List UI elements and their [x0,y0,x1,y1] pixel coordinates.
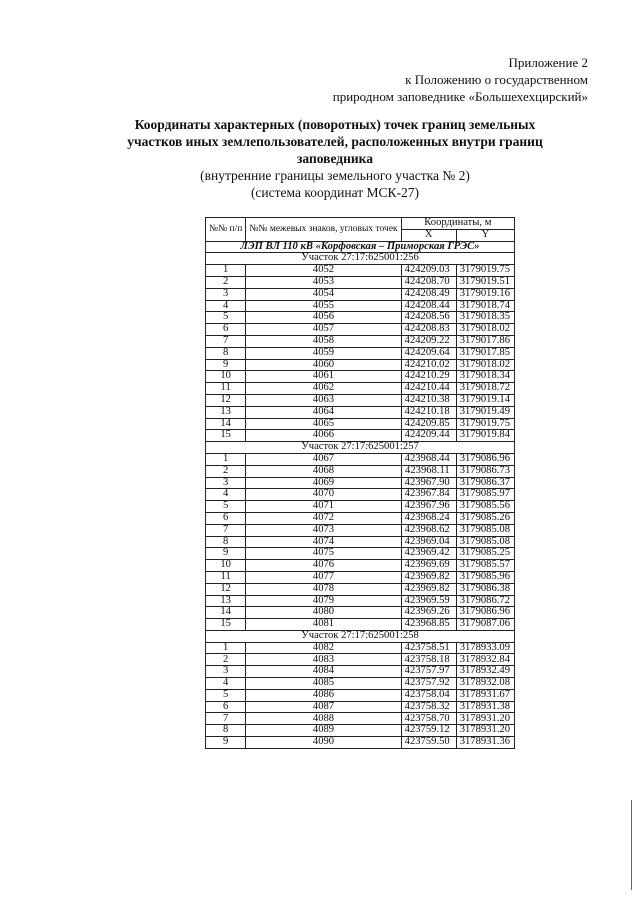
boundary-sign: 4076 [246,560,401,572]
coord-y: 3179019.75 [456,418,514,430]
boundary-sign: 4079 [246,595,401,607]
row-number: 2 [206,465,246,477]
row-number: 8 [206,536,246,548]
coord-y: 3179085.08 [456,536,514,548]
coord-y: 3179018.34 [456,371,514,383]
coord-x: 423969.59 [401,595,456,607]
boundary-sign: 4064 [246,406,401,418]
boundary-sign: 4068 [246,465,401,477]
coord-y: 3179017.86 [456,335,514,347]
boundary-sign: 4073 [246,524,401,536]
coord-x: 423758.18 [401,654,456,666]
table-row [206,300,515,312]
table-row [206,678,515,690]
coord-y: 3179086.73 [456,465,514,477]
row-number: 15 [206,430,246,442]
coord-x: 423969.69 [401,560,456,572]
coord-x: 423967.84 [401,489,456,501]
row-number: 8 [206,347,246,359]
header-coordinates: Координаты, м [401,218,514,230]
coord-x: 424208.70 [401,276,456,288]
coord-y: 3179085.96 [456,571,514,583]
row-number: 10 [206,560,246,572]
table-row [206,288,515,300]
table-row [206,654,515,666]
row-number: 15 [206,619,246,631]
table-row [206,347,515,359]
row-number: 4 [206,678,246,690]
table-row [206,619,515,631]
title-line-4: (внутренние границы земельного участка № 2) [200,168,470,183]
coord-y: 3179086.96 [456,607,514,619]
appendix-line-3: природном заповеднике «Большехехцирский» [332,89,588,104]
row-number: 5 [206,501,246,513]
row-number: 12 [206,394,246,406]
coord-x: 423968.24 [401,512,456,524]
row-number: 3 [206,477,246,489]
row-number: 3 [206,288,246,300]
coord-x: 423758.51 [401,642,456,654]
coord-x: 423759.50 [401,737,456,749]
coord-y: 3179019.16 [456,288,514,300]
coord-x: 424209.64 [401,347,456,359]
boundary-sign: 4062 [246,383,401,395]
row-number: 10 [206,371,246,383]
table-row [206,335,515,347]
table-row [206,394,515,406]
table-row [206,324,515,336]
boundary-sign: 4072 [246,512,401,524]
boundary-sign: 4074 [246,536,401,548]
coord-x: 424210.38 [401,394,456,406]
coord-x: 423969.82 [401,583,456,595]
table-row [206,406,515,418]
boundary-sign: 4060 [246,359,401,371]
boundary-sign: 4077 [246,571,401,583]
row-number: 4 [206,489,246,501]
boundary-sign: 4061 [246,371,401,383]
boundary-sign: 4075 [246,548,401,560]
coord-y: 3179019.51 [456,276,514,288]
row-number: 5 [206,312,246,324]
boundary-sign: 4085 [246,678,401,690]
boundary-sign: 4063 [246,394,401,406]
boundary-sign: 4082 [246,642,401,654]
coord-x: 424210.29 [401,371,456,383]
coord-x: 423759.12 [401,725,456,737]
boundary-sign: 4055 [246,300,401,312]
table-row [206,536,515,548]
title-line-5: (система координат МСК-27) [250,185,420,200]
table-row [206,571,515,583]
boundary-sign: 4057 [246,324,401,336]
section-header-row [206,442,515,454]
coord-x: 423968.85 [401,619,456,631]
row-number: 2 [206,654,246,666]
coord-y: 3179018.02 [456,324,514,336]
coord-y: 3179086.96 [456,453,514,465]
boundary-sign: 4058 [246,335,401,347]
table-row [206,701,515,713]
row-number: 7 [206,335,246,347]
table-row [206,607,515,619]
row-number: 11 [206,383,246,395]
section-header-row [206,630,515,642]
header-x: X [401,229,456,241]
section-header-row [206,253,515,265]
row-number: 6 [206,701,246,713]
table-row [206,371,515,383]
table-row [206,276,515,288]
coord-y: 3179018.72 [456,383,514,395]
table-row [206,312,515,324]
coord-x: 423758.32 [401,701,456,713]
scan-edge-mark [631,800,632,890]
table-row [206,548,515,560]
boundary-sign: 4069 [246,477,401,489]
coord-x: 424210.18 [401,406,456,418]
row-number: 1 [206,642,246,654]
section-title: Участок 27:17:625001:256 [206,253,515,265]
coord-y: 3179018.02 [456,359,514,371]
boundary-sign: 4065 [246,418,401,430]
coord-x: 423968.44 [401,453,456,465]
boundary-sign: 4080 [246,607,401,619]
appendix-line-1: Приложение 2 [508,55,588,70]
row-number: 2 [206,276,246,288]
coord-x: 424209.44 [401,430,456,442]
header-y: Y [456,229,514,241]
coord-x: 424208.44 [401,300,456,312]
coord-y: 3179087.06 [456,619,514,631]
coord-x: 424209.03 [401,265,456,277]
power-line-title: ЛЭП ВЛ 110 кВ «Корфовская – Приморская ГРЭС» [206,241,515,253]
coord-x: 424210.02 [401,359,456,371]
table-row [206,583,515,595]
title-line-3: заповедника [296,151,373,166]
coord-y: 3179018.35 [456,312,514,324]
boundary-sign: 4054 [246,288,401,300]
coord-y: 3179085.25 [456,548,514,560]
table-row [206,642,515,654]
header-number: №№ п/п [206,218,246,242]
coord-y: 3178932.84 [456,654,514,666]
coord-x: 424208.83 [401,324,456,336]
coord-y: 3179086.37 [456,477,514,489]
coord-y: 3178931.20 [456,713,514,725]
coord-y: 3178933.09 [456,642,514,654]
table-row [206,512,515,524]
coord-x: 423969.82 [401,571,456,583]
boundary-sign: 4089 [246,725,401,737]
row-number: 13 [206,406,246,418]
row-number: 8 [206,725,246,737]
table-body [206,241,515,748]
table-row [206,737,515,749]
table-row [206,418,515,430]
coord-y: 3178932.08 [456,678,514,690]
boundary-sign: 4066 [246,430,401,442]
coord-x: 423968.62 [401,524,456,536]
boundary-sign: 4078 [246,583,401,595]
coord-y: 3178931.38 [456,701,514,713]
table-row [206,725,515,737]
table-row [206,359,515,371]
table-row [206,489,515,501]
row-number: 13 [206,595,246,607]
row-number: 9 [206,359,246,371]
table-row [206,430,515,442]
coord-x: 423968.11 [401,465,456,477]
boundary-sign: 4083 [246,654,401,666]
boundary-sign: 4071 [246,501,401,513]
table-row [206,383,515,395]
boundary-sign: 4087 [246,701,401,713]
boundary-sign: 4053 [246,276,401,288]
row-number: 6 [206,324,246,336]
row-number: 11 [206,571,246,583]
coord-y: 3179085.08 [456,524,514,536]
row-number: 4 [206,300,246,312]
boundary-sign: 4067 [246,453,401,465]
coord-x: 424209.22 [401,335,456,347]
coord-x: 423969.26 [401,607,456,619]
row-number: 7 [206,713,246,725]
coord-y: 3178931.20 [456,725,514,737]
boundary-sign: 4090 [246,737,401,749]
coord-x: 423757.92 [401,678,456,690]
document-title [100,116,570,201]
table-row [206,560,515,572]
coord-y: 3178932.49 [456,666,514,678]
coord-y: 3179017.85 [456,347,514,359]
coord-y: 3179018.74 [456,300,514,312]
appendix-line-2: к Положению о государственном [405,72,588,87]
coord-x: 423969.04 [401,536,456,548]
coord-y: 3179085.57 [456,560,514,572]
coord-y: 3179085.26 [456,512,514,524]
boundary-sign: 4081 [246,619,401,631]
section-title: Участок 27:17:625001:257 [206,442,515,454]
coord-y: 3179019.49 [456,406,514,418]
coord-x: 424208.56 [401,312,456,324]
table-row [206,524,515,536]
coord-y: 3178931.67 [456,689,514,701]
table-row [206,595,515,607]
coord-y: 3179086.72 [456,595,514,607]
coord-x: 423757.97 [401,666,456,678]
row-number: 9 [206,737,246,749]
coord-x: 423969.42 [401,548,456,560]
row-number: 14 [206,607,246,619]
coord-x: 424209.85 [401,418,456,430]
table-row [206,265,515,277]
table-row [206,465,515,477]
section-title: Участок 27:17:625001:258 [206,630,515,642]
row-number: 3 [206,666,246,678]
coord-x: 423967.90 [401,477,456,489]
coord-y: 3179019.84 [456,430,514,442]
row-number: 7 [206,524,246,536]
table-row [206,477,515,489]
table-row [206,713,515,725]
header-boundary-sign: №№ межевых знаков, угловых точек [246,218,401,242]
table-row [206,501,515,513]
coord-x: 424208.49 [401,288,456,300]
coord-x: 423758.70 [401,713,456,725]
boundary-sign: 4084 [246,666,401,678]
appendix-header [333,54,588,105]
row-number: 14 [206,418,246,430]
row-number: 1 [206,265,246,277]
row-number: 5 [206,689,246,701]
title-line-2: участков иных землепользователей, расположенных внутри границ [127,134,543,149]
coord-x: 424210.44 [401,383,456,395]
row-number: 12 [206,583,246,595]
boundary-sign: 4056 [246,312,401,324]
title-line-1: Координаты характерных (поворотных) точек границ земельных [134,117,536,132]
coord-y: 3179086.38 [456,583,514,595]
coord-y: 3179085.97 [456,489,514,501]
table-row [206,666,515,678]
boundary-sign: 4086 [246,689,401,701]
table-row [206,453,515,465]
boundary-sign: 4088 [246,713,401,725]
boundary-sign: 4070 [246,489,401,501]
coord-x: 423967.96 [401,501,456,513]
coord-y: 3179085.56 [456,501,514,513]
row-number: 1 [206,453,246,465]
power-line-title-row [206,241,515,253]
coord-y: 3178931.36 [456,737,514,749]
row-number: 6 [206,512,246,524]
coord-y: 3179019.75 [456,265,514,277]
boundary-sign: 4059 [246,347,401,359]
table-row [206,689,515,701]
coordinates-table [205,217,515,749]
row-number: 9 [206,548,246,560]
coord-x: 423758.04 [401,689,456,701]
boundary-sign: 4052 [246,265,401,277]
coord-y: 3179019.14 [456,394,514,406]
